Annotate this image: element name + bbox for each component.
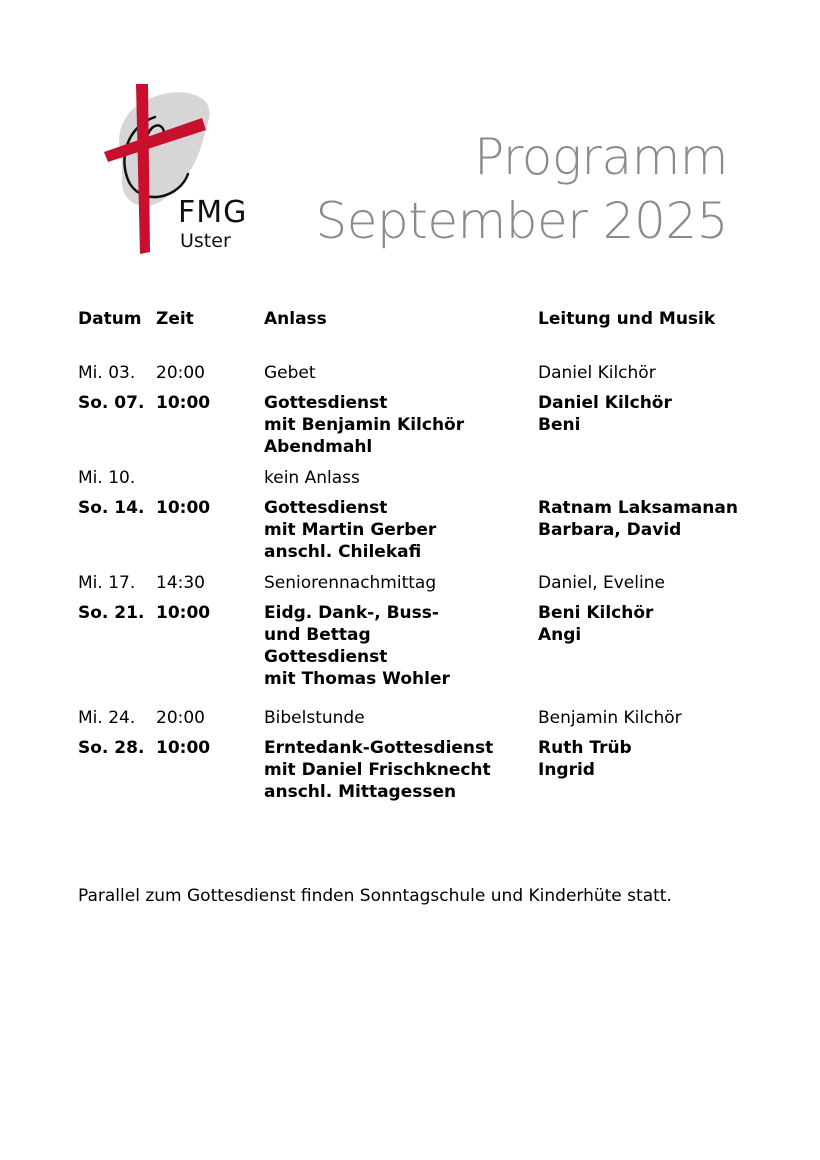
lead-line: Beni Kilchör xyxy=(538,603,654,623)
row-lead xyxy=(538,362,778,384)
table-header xyxy=(78,308,778,330)
event-line: kein Anlass xyxy=(264,468,360,488)
header-time: Zeit xyxy=(156,309,194,329)
fmg-logo xyxy=(100,82,260,262)
lead-line: Ratnam Laksamanan xyxy=(538,498,738,518)
row-time: 10:00 xyxy=(156,393,211,413)
event-line: Erntedank-Gottesdienst xyxy=(264,738,494,758)
lead-line: Barbara, David xyxy=(538,520,682,540)
lead-line: Beni xyxy=(538,415,581,435)
table-row xyxy=(78,392,778,458)
table-row xyxy=(78,737,778,803)
event-line: Seniorennachmittag xyxy=(264,573,437,593)
row-lead xyxy=(538,467,778,489)
row-date: So. 14. xyxy=(78,498,145,518)
table-row xyxy=(78,707,778,729)
row-lead xyxy=(538,707,778,729)
header-event: Anlass xyxy=(264,309,327,329)
event-line: mit Benjamin Kilchör xyxy=(264,415,465,435)
row-lead xyxy=(538,497,778,563)
row-event xyxy=(264,392,538,458)
event-line: und Bettag xyxy=(264,625,371,645)
row-date: Mi. 03. xyxy=(78,363,136,383)
lead-line: Ruth Trüb xyxy=(538,738,632,758)
row-time: 10:00 xyxy=(156,498,211,518)
table-row xyxy=(78,467,778,489)
cross-vertical xyxy=(136,84,150,254)
title-month: September 2025 xyxy=(315,192,728,250)
schedule-table xyxy=(78,308,778,803)
row-time: 10:00 xyxy=(156,738,211,758)
lead-line: Angi xyxy=(538,625,582,645)
lead-line: Benjamin Kilchör xyxy=(538,708,682,728)
row-time: 14:30 xyxy=(156,573,205,593)
table-row xyxy=(78,602,778,690)
row-date: Mi. 10. xyxy=(78,468,136,488)
event-line: mit Thomas Wohler xyxy=(264,669,450,689)
lead-line: Daniel Kilchör xyxy=(538,393,672,413)
row-date: So. 21. xyxy=(78,603,145,623)
table-row xyxy=(78,497,778,563)
row-time: 20:00 xyxy=(156,363,205,383)
lead-line: Daniel Kilchör xyxy=(538,363,656,383)
row-time xyxy=(156,467,264,489)
row-event xyxy=(264,707,538,729)
footer-note: Parallel zum Gottesdienst finden Sonntagschule und Kinderhüte statt. xyxy=(78,886,672,906)
row-time: 10:00 xyxy=(156,603,211,623)
event-line: anschl. Mittagessen xyxy=(264,782,457,802)
table-row xyxy=(78,572,778,594)
row-lead xyxy=(538,737,778,803)
event-line: Gottesdienst xyxy=(264,647,388,667)
row-event xyxy=(264,362,538,384)
event-line: mit Daniel Frischknecht xyxy=(264,760,491,780)
header-lead: Leitung und Musik xyxy=(538,309,716,329)
header-date: Datum xyxy=(78,309,142,329)
row-time: 20:00 xyxy=(156,708,205,728)
event-line: Gottesdienst xyxy=(264,393,388,413)
lead-line: Daniel, Eveline xyxy=(538,573,665,593)
row-date: Mi. 24. xyxy=(78,708,136,728)
row-lead xyxy=(538,572,778,594)
title-programm: Programm xyxy=(474,128,728,186)
row-date: Mi. 17. xyxy=(78,573,136,593)
event-line: Gebet xyxy=(264,363,316,383)
row-event xyxy=(264,497,538,563)
event-line: Bibelstunde xyxy=(264,708,365,728)
event-line: anschl. Chilekafi xyxy=(264,542,422,562)
row-lead xyxy=(538,392,778,458)
event-line: Gottesdienst xyxy=(264,498,388,518)
row-event xyxy=(264,602,538,690)
lead-line: Ingrid xyxy=(538,760,595,780)
row-event xyxy=(264,467,538,489)
row-event xyxy=(264,572,538,594)
event-line: Abendmahl xyxy=(264,437,373,457)
logo-uster-text: Uster xyxy=(180,230,231,252)
table-row xyxy=(78,362,778,384)
row-lead xyxy=(538,602,778,690)
row-date: So. 28. xyxy=(78,738,145,758)
row-event xyxy=(264,737,538,803)
logo-fmg-text: FMG xyxy=(178,195,248,230)
row-date: So. 07. xyxy=(78,393,145,413)
event-line: mit Martin Gerber xyxy=(264,520,437,540)
event-line: Eidg. Dank-, Buss- xyxy=(264,603,439,623)
